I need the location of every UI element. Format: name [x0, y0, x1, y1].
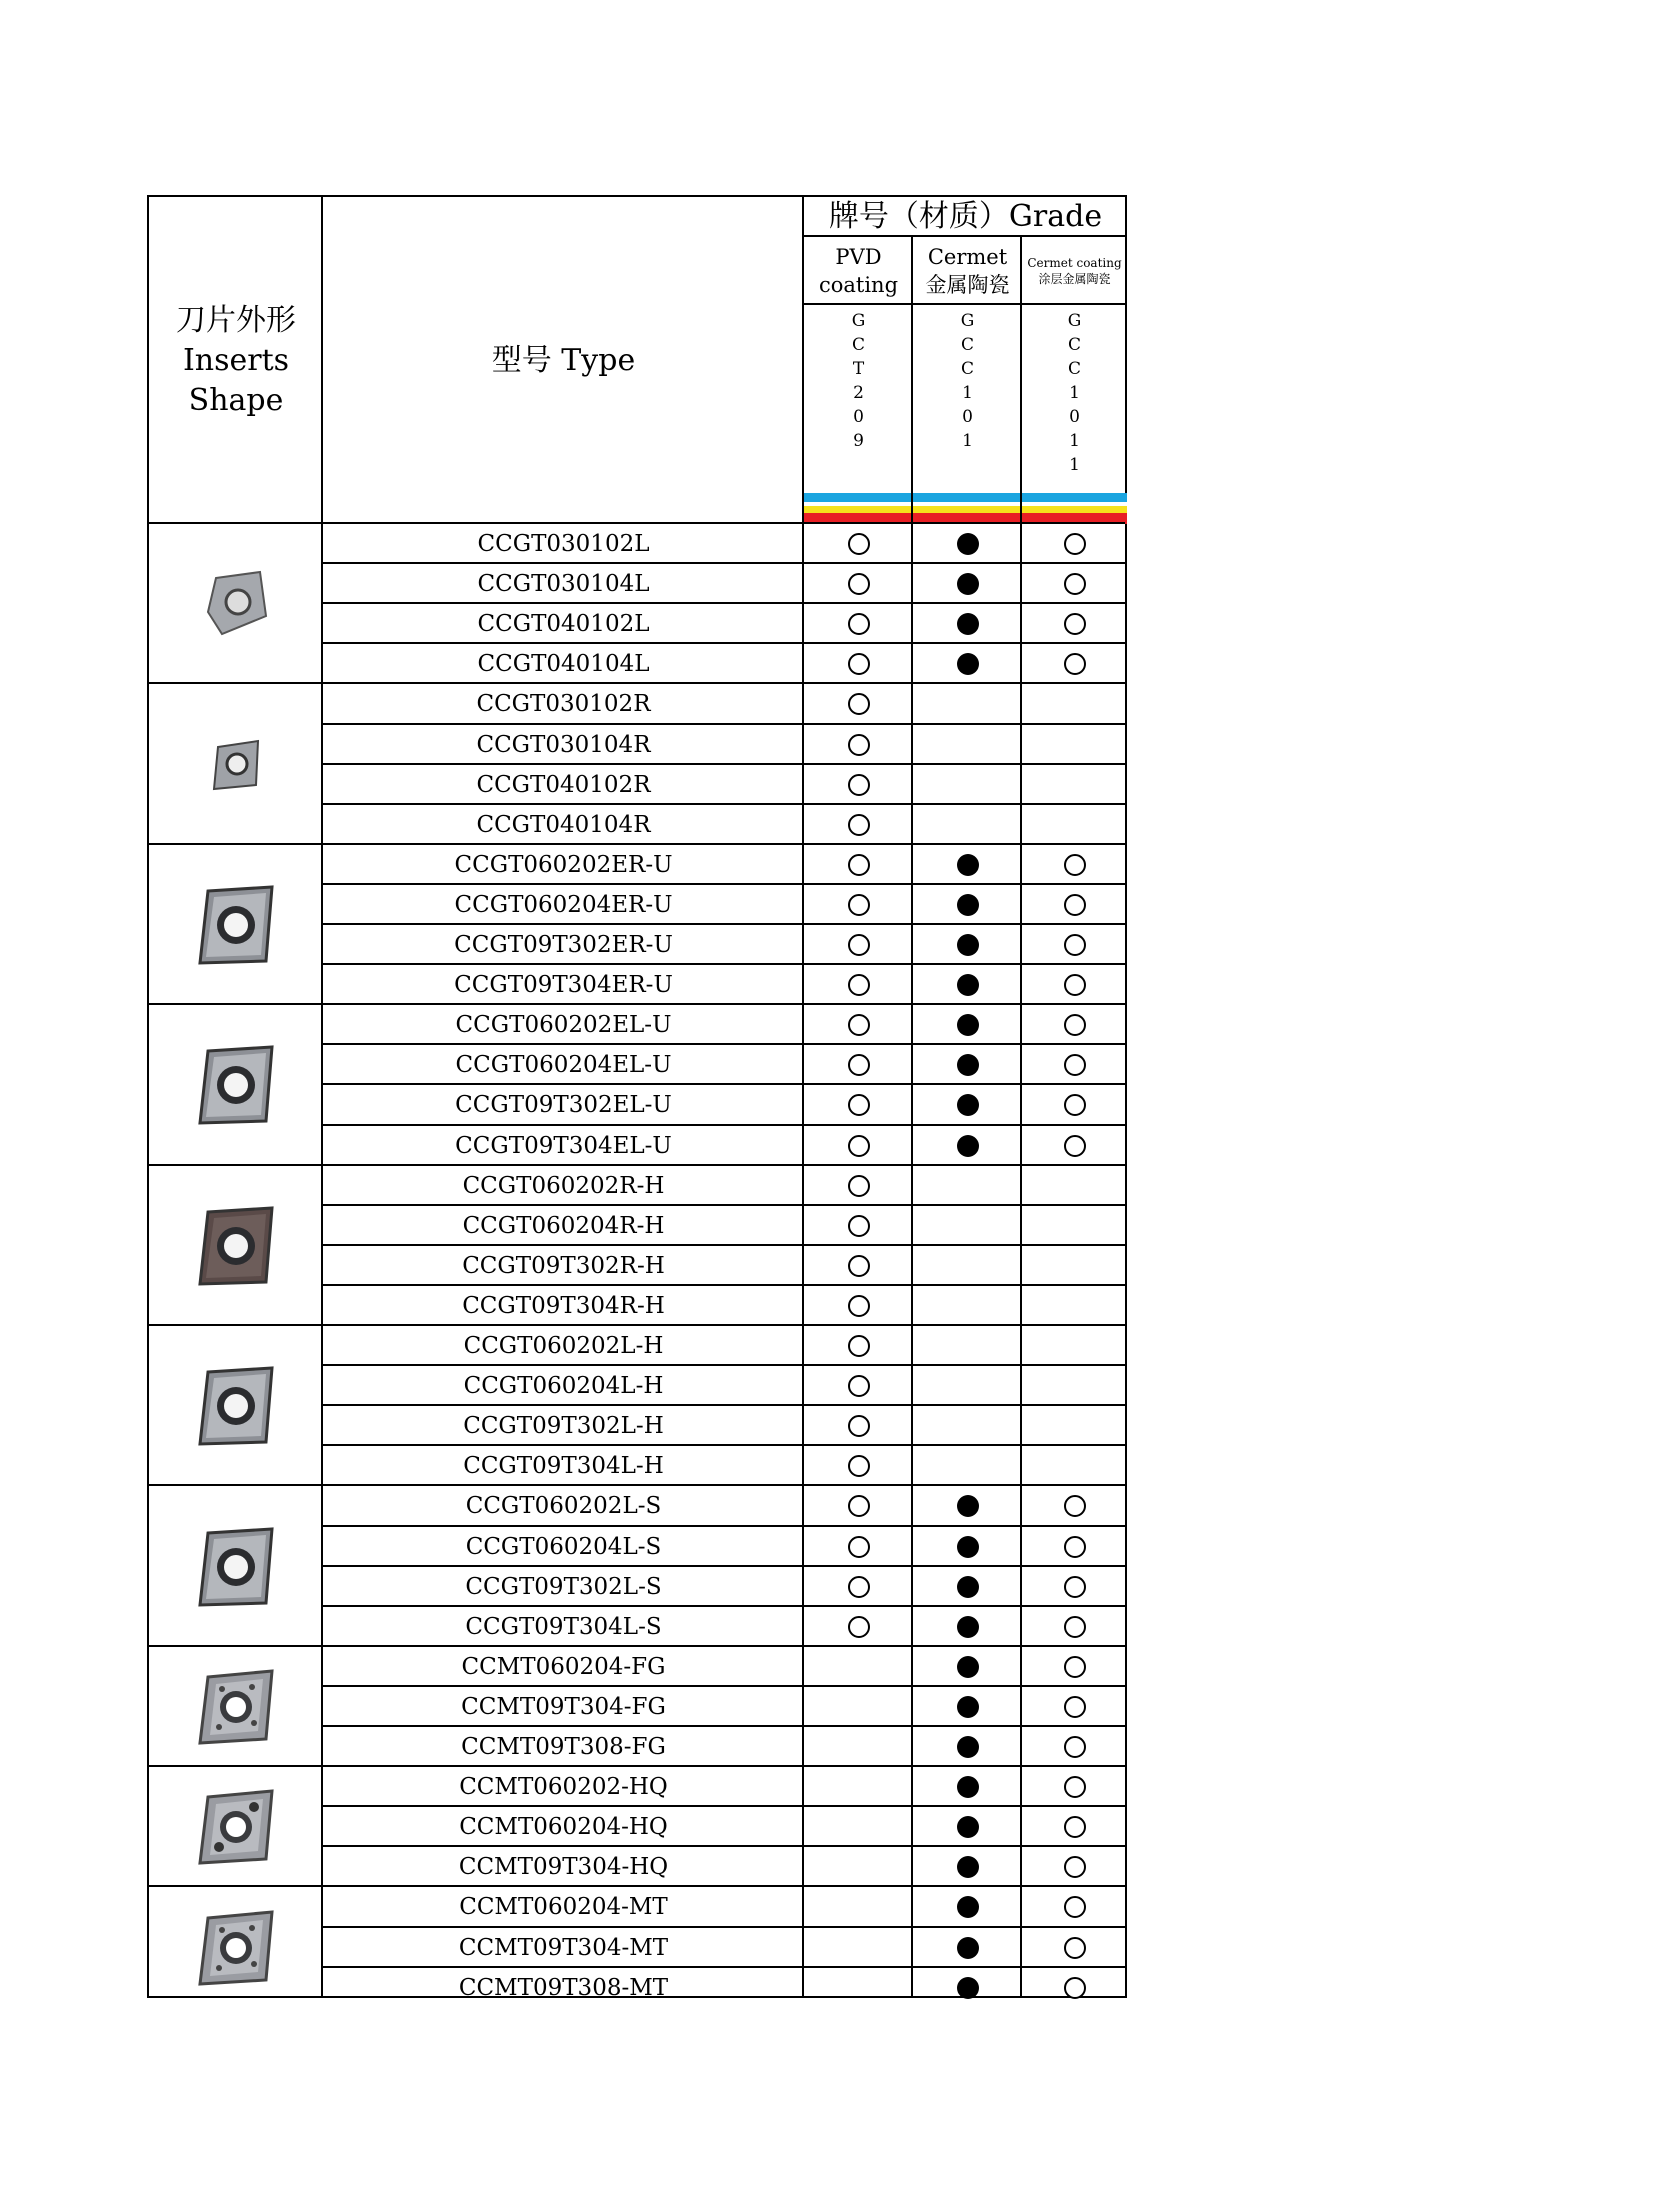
- type-label: 型号 Type: [491, 342, 636, 378]
- grade-category-line1: Cermet coating: [1027, 256, 1122, 270]
- insert-type-code: CCGT09T304ER-U: [454, 972, 673, 999]
- grade-available-filled-mark: [957, 1977, 979, 1999]
- insert-type-code: CCGT060202R-H: [462, 1172, 665, 1199]
- grade-available-filled-mark: [957, 1054, 979, 1076]
- grade-available-open-mark: [1064, 1736, 1086, 1758]
- insert-grade-table: [147, 195, 1127, 2001]
- grade-available-filled-mark: [957, 1776, 979, 1798]
- grade-available-open-mark: [1064, 1816, 1086, 1838]
- grade-color-stripes: [804, 493, 1127, 524]
- shape-label-en-1: Inserts: [182, 342, 290, 378]
- grade-available-filled-mark: [957, 533, 979, 555]
- grade-category-line2: 金属陶瓷: [925, 273, 1010, 297]
- grade-available-filled-mark: [957, 974, 979, 996]
- grade-available-open-mark: [1064, 613, 1086, 635]
- grade-available-filled-mark: [957, 1135, 979, 1157]
- insert-type-code: CCMT09T308-MT: [458, 1974, 669, 2001]
- grade-available-filled-mark: [957, 1696, 979, 1718]
- grade-available-open-mark: [848, 974, 870, 996]
- grade-available-open-mark: [848, 1536, 870, 1558]
- grade-color-stripe: [804, 493, 1127, 502]
- grade-available-open-mark: [848, 1215, 870, 1237]
- grade-available-open-mark: [848, 934, 870, 956]
- grade-code-text: GCC101: [960, 311, 975, 451]
- grade-available-open-mark: [848, 814, 870, 836]
- grade-available-open-mark: [848, 1014, 870, 1036]
- grade-available-open-mark: [1064, 854, 1086, 876]
- insert-type-code: CCGT060202L-H: [463, 1333, 664, 1360]
- insert-type-code: CCMT060202-HQ: [459, 1774, 668, 1801]
- divider: [802, 235, 1125, 237]
- insert-type-code: CCGT060202ER-U: [454, 851, 673, 878]
- ccgt-positive-insert-icon: [186, 554, 286, 654]
- insert-type-code: CCGT09T302L-S: [465, 1573, 662, 1600]
- shape-label-cn: 刀片外形: [176, 302, 296, 338]
- grade-category-line2: 涂层金属陶瓷: [1038, 272, 1111, 286]
- grade-available-open-mark: [1064, 1896, 1086, 1918]
- grade-category-pvd: [804, 237, 913, 305]
- grade-available-filled-mark: [957, 1094, 979, 1116]
- grade-code-gcc1011: [1022, 305, 1127, 485]
- grade-available-open-mark: [1064, 1094, 1086, 1116]
- grade-available-filled-mark: [957, 1896, 979, 1918]
- insert-type-code: CCGT09T304R-H: [462, 1292, 665, 1319]
- shape-column-header: [149, 197, 323, 524]
- grade-available-open-mark: [848, 1495, 870, 1517]
- grade-available-open-mark: [1064, 653, 1086, 675]
- insert-type-code: CCGT09T302EL-U: [455, 1092, 672, 1119]
- grade-available-open-mark: [1064, 1014, 1086, 1036]
- insert-type-code: CCGT09T304L-S: [465, 1613, 662, 1640]
- grade-color-stripe: [804, 506, 1127, 513]
- insert-type-code: CCMT060204-HQ: [459, 1814, 668, 1841]
- grade-code-text: GCT209: [851, 311, 866, 451]
- grade-available-open-mark: [848, 1255, 870, 1277]
- ccmt-hq-insert-icon: [186, 1777, 286, 1877]
- grade-available-filled-mark: [957, 1495, 979, 1517]
- grade-available-open-mark: [848, 734, 870, 756]
- grade-available-open-mark: [1064, 1135, 1086, 1157]
- grade-available-open-mark: [848, 1054, 870, 1076]
- grade-available-open-mark: [848, 774, 870, 796]
- type-column-header: [323, 197, 804, 524]
- insert-type-code: CCGT040104L: [477, 651, 650, 678]
- grade-code-gct209: [804, 305, 913, 485]
- grade-category-cermet: [913, 237, 1022, 305]
- grade-available-open-mark: [848, 854, 870, 876]
- insert-type-code: CCGT09T302L-H: [463, 1413, 664, 1440]
- grade-available-filled-mark: [957, 1736, 979, 1758]
- divider: [1020, 237, 1022, 1996]
- grade-available-open-mark: [1064, 894, 1086, 916]
- ccmt-fg-insert-icon: [186, 1657, 286, 1757]
- insert-type-code: CCGT030104R: [476, 731, 651, 758]
- grade-available-filled-mark: [957, 934, 979, 956]
- grade-available-open-mark: [1064, 1536, 1086, 1558]
- grade-available-filled-mark: [957, 1616, 979, 1638]
- grade-available-filled-mark: [957, 573, 979, 595]
- grade-available-open-mark: [848, 1455, 870, 1477]
- grade-available-open-mark: [1064, 1776, 1086, 1798]
- grade-available-open-mark: [1064, 1054, 1086, 1076]
- ccgt-r-h-insert-icon: [186, 1196, 286, 1296]
- grade-available-filled-mark: [957, 854, 979, 876]
- grade-available-open-mark: [848, 1295, 870, 1317]
- grade-available-open-mark: [1064, 1856, 1086, 1878]
- ccmt-mt-insert-icon: [186, 1898, 286, 1998]
- grade-available-filled-mark: [957, 1937, 979, 1959]
- grade-available-open-mark: [848, 1576, 870, 1598]
- grade-category-cermet-coating: [1022, 237, 1127, 305]
- insert-type-code: CCGT040102L: [477, 611, 650, 638]
- insert-type-code: CCGT060202L-S: [465, 1493, 662, 1520]
- insert-type-code: CCGT030104L: [477, 571, 650, 598]
- insert-type-code: CCMT09T304-FG: [461, 1693, 666, 1720]
- insert-type-code: CCMT09T308-FG: [461, 1734, 666, 1761]
- insert-type-code: CCGT040102R: [476, 771, 651, 798]
- grade-available-open-mark: [848, 653, 870, 675]
- grade-available-open-mark: [1064, 1937, 1086, 1959]
- grade-available-open-mark: [1064, 974, 1086, 996]
- insert-type-code: CCGT060204R-H: [462, 1212, 665, 1239]
- grade-available-open-mark: [848, 1175, 870, 1197]
- grade-available-filled-mark: [957, 1856, 979, 1878]
- insert-type-code: CCGT09T304L-H: [463, 1453, 664, 1480]
- grade-available-open-mark: [1064, 1696, 1086, 1718]
- grade-available-filled-mark: [957, 894, 979, 916]
- grade-available-filled-mark: [957, 613, 979, 635]
- insert-type-code: CCGT09T302ER-U: [454, 932, 673, 959]
- insert-type-code: CCMT09T304-HQ: [458, 1854, 669, 1881]
- divider: [911, 237, 913, 1996]
- grade-available-filled-mark: [957, 1014, 979, 1036]
- grade-available-open-mark: [1064, 1977, 1086, 1999]
- grade-available-open-mark: [1064, 1495, 1086, 1517]
- grade-category-line1: Cermet: [927, 245, 1008, 269]
- insert-type-code: CCGT030102R: [476, 691, 651, 718]
- grade-available-open-mark: [1064, 1576, 1086, 1598]
- shape-label-en-2: Shape: [188, 382, 284, 418]
- grade-category-line2: coating: [818, 273, 899, 297]
- insert-type-code: CCMT060204-MT: [459, 1894, 668, 1921]
- ccgt-small-insert-icon: [186, 715, 286, 815]
- ccgt-l-h-insert-icon: [186, 1356, 286, 1456]
- insert-type-code: CCGT060204L-S: [465, 1533, 662, 1560]
- grade-available-open-mark: [848, 1135, 870, 1157]
- grade-available-open-mark: [848, 1616, 870, 1638]
- grade-available-open-mark: [1064, 1616, 1086, 1638]
- grade-available-filled-mark: [957, 1816, 979, 1838]
- grade-available-open-mark: [1064, 934, 1086, 956]
- grade-available-filled-mark: [957, 1536, 979, 1558]
- grade-code-gcc101: [913, 305, 1022, 485]
- insert-type-code: CCGT060204EL-U: [455, 1052, 672, 1079]
- divider: [802, 303, 1125, 305]
- grade-available-filled-mark: [957, 1656, 979, 1678]
- grade-available-open-mark: [848, 894, 870, 916]
- grade-category-line1: PVD: [835, 245, 882, 269]
- grade-available-open-mark: [848, 1094, 870, 1116]
- insert-type-code: CCMT060204-FG: [461, 1653, 666, 1680]
- insert-type-code: CCGT040104R: [476, 811, 651, 838]
- insert-type-code: CCMT09T304-MT: [458, 1934, 669, 1961]
- insert-type-code: CCGT060204L-H: [463, 1373, 664, 1400]
- grade-title: [804, 197, 1127, 237]
- grade-available-open-mark: [848, 573, 870, 595]
- grade-available-open-mark: [848, 1335, 870, 1357]
- insert-type-code: CCGT09T302R-H: [462, 1252, 665, 1279]
- grade-available-open-mark: [1064, 1656, 1086, 1678]
- ccgt-el-u-insert-icon: [186, 1035, 286, 1135]
- grade-title-text: 牌号（材质）Grade: [828, 199, 1103, 234]
- grade-available-filled-mark: [957, 1576, 979, 1598]
- insert-type-code: CCGT060202EL-U: [455, 1012, 672, 1039]
- grade-available-open-mark: [848, 533, 870, 555]
- grade-available-open-mark: [1064, 533, 1086, 555]
- grade-available-open-mark: [848, 613, 870, 635]
- grade-available-open-mark: [848, 693, 870, 715]
- grade-available-open-mark: [848, 1375, 870, 1397]
- insert-type-code: CCGT060204ER-U: [454, 891, 673, 918]
- ccgt-l-s-insert-icon: [186, 1517, 286, 1617]
- insert-type-code: CCGT030102L: [477, 531, 650, 558]
- ccgt-er-u-insert-icon: [186, 875, 286, 975]
- grade-available-filled-mark: [957, 653, 979, 675]
- insert-type-code: CCGT09T304EL-U: [455, 1132, 672, 1159]
- grade-code-text: GCC1011: [1067, 311, 1082, 475]
- grade-available-open-mark: [848, 1415, 870, 1437]
- grade-available-open-mark: [1064, 573, 1086, 595]
